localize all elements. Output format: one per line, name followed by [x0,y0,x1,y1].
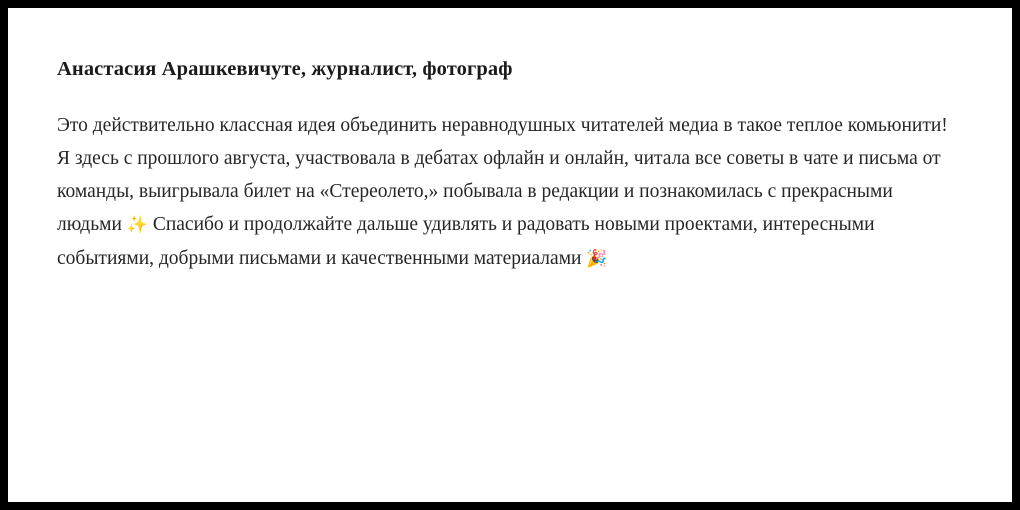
sparkles-icon: ✨ [126,214,148,235]
document-page [8,8,1012,502]
party-popper-icon: 🎉 [586,248,608,269]
testimonial-text [57,109,957,276]
testimonial-text-part-1: Это действительно классная идея объединить неравнодушных читателей медиа в такое теплое комьюнити! Я здесь с прошлого августа, участвовала в дебатах офлайн и онлайн, читала все советы в чате и письма от команды, выигрывала билет на «Стереолето,» побывала в редакции и познакомилась с прекрасными людьми [57,114,948,235]
testimonial-author: Анастасия Арашкевичуте, журналист, фотограф [57,58,513,80]
testimonial-block [57,56,957,276]
testimonial-text-part-2: Спасибо и продолжайте дальше удивлять и радовать новыми проектами, интересными событиями, добрыми письмами и качественными материалами [57,213,875,269]
